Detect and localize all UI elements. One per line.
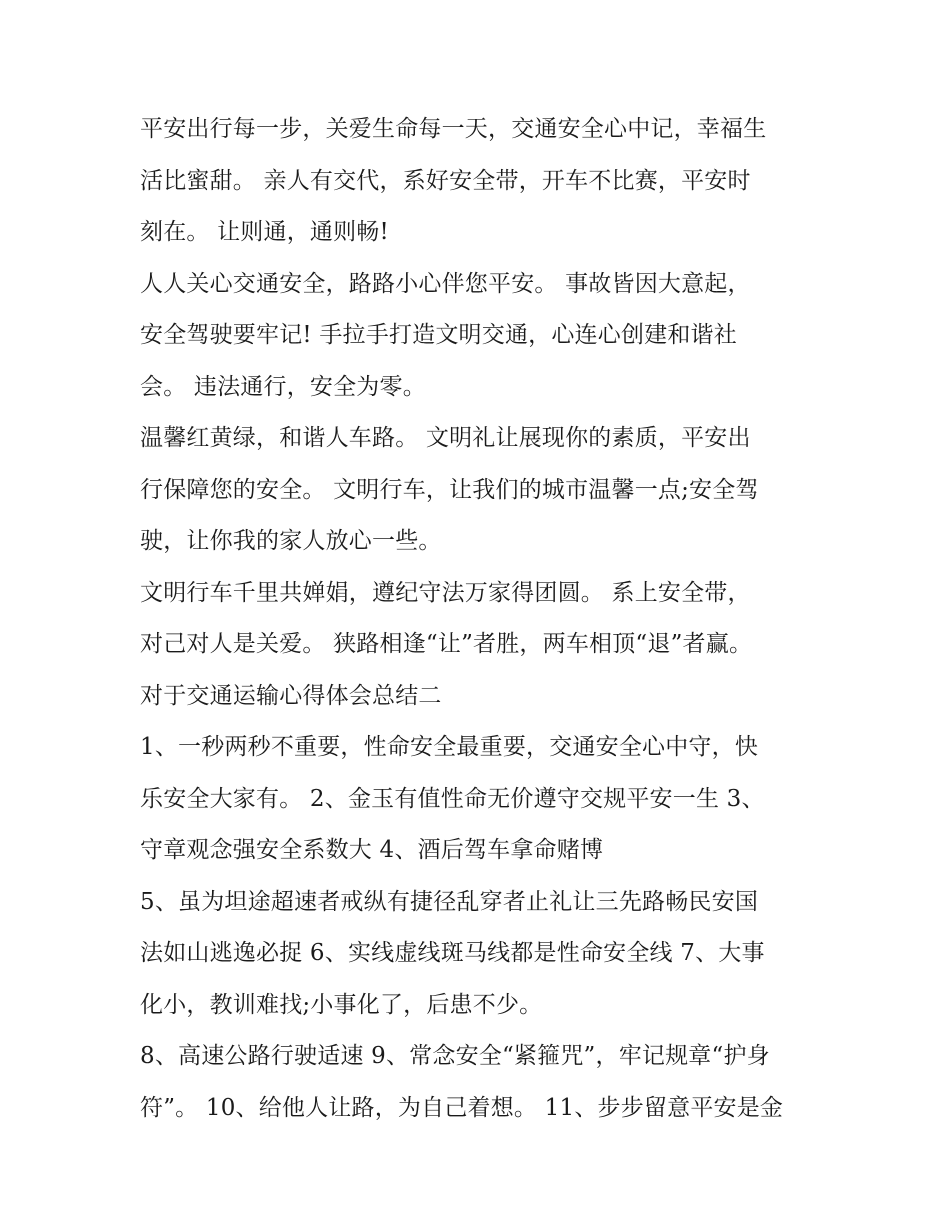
text-line: 化小，教训难找;小事化了，后患不少。	[140, 991, 543, 1018]
text-line: 文明行车千里共婵娟，遵纪守法万家得团圆。 系上安全带，	[140, 579, 751, 606]
text-line: 会。 违法通行，安全为零。	[140, 373, 426, 400]
text-line: 安全驾驶要牢记! 手拉手打造文明交通，心连心创建和谐社	[140, 322, 737, 348]
text-line: 符”。 10、给他人让路，为自己着想。 11、步步留意平安是金	[140, 1094, 784, 1121]
text-line: 刻在。 让则通，通则畅!	[140, 219, 389, 245]
text-line: 活比蜜甜。 亲人有交代，系好安全带，开车不比赛，平安时	[140, 167, 751, 194]
text-line: 5、虽为坦途超速者戒纵有捷径乱穿者止礼让三先路畅民安国	[140, 888, 759, 915]
text-line: 守章观念强安全系数大 4、酒后驾车拿命赌博	[140, 837, 604, 863]
text-line: 温馨红黄绿，和谐人车路。 文明礼让展现你的素质，平安出	[140, 425, 751, 451]
text-line: 人人关心交通安全，路路小心伴您平安。 事故皆因大意起，	[140, 270, 751, 297]
document-body	[140, 104, 820, 1134]
text-line: 平安出行每一步，关爱生命每一天，交通安全心中记，幸福生	[140, 116, 767, 142]
text-line: 法如山逃逸必捉 6、实线虚线斑马线都是性命安全线 7、大事	[140, 940, 765, 966]
text-line: 驶，让你我的家人放心一些。	[140, 528, 442, 554]
text-line: 乐安全大家有。 2、金玉有值性命无价遵守交规平安一生 3、	[140, 785, 765, 812]
text-line: 对己对人是关爱。 狭路相逢“让”者胜，两车相顶“退”者赢。	[140, 631, 753, 657]
text-line: 8、高速公路行驶适速 9、常念安全“紧箍咒”，牢记规章“护身	[140, 1043, 770, 1069]
text-line: 1、一秒两秒不重要，性命安全最重要，交通安全心中守，快	[140, 734, 759, 760]
section-heading: 对于交通运输心得体会总结二	[140, 682, 442, 709]
text-line: 行保障您的安全。 文明行车，让我们的城市温馨一点;安全驾	[140, 476, 759, 503]
